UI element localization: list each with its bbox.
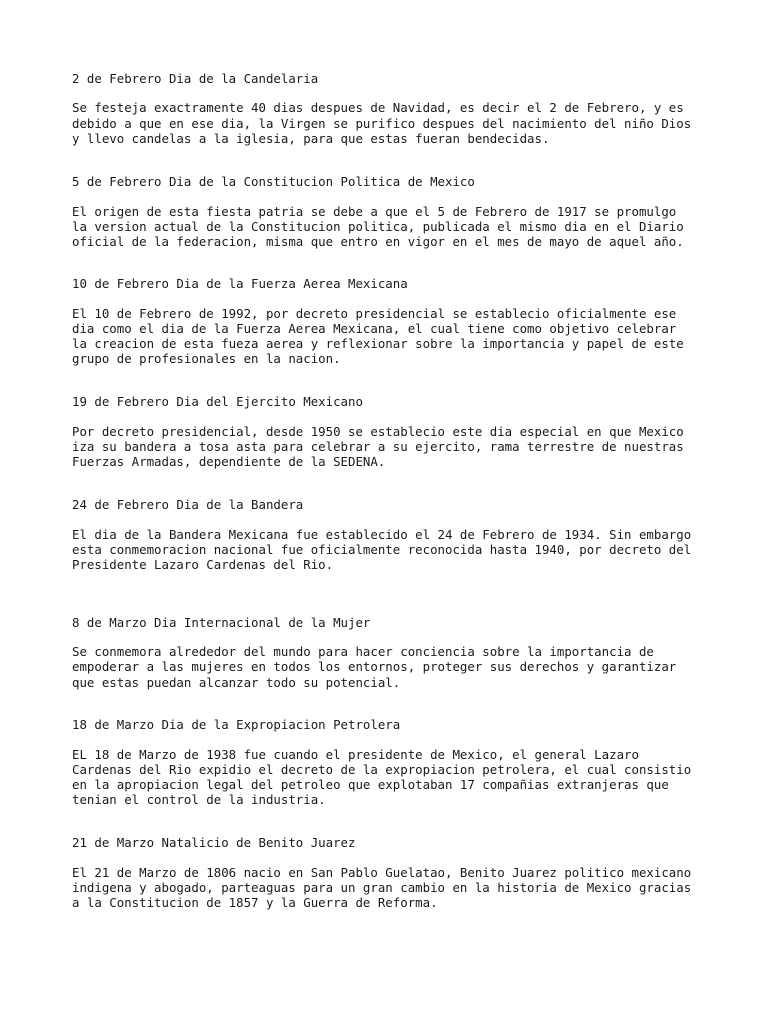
paragraph-line: tenian el control de la industria. (72, 792, 326, 807)
paragraph-line: dia como el dia de la Fuerza Aerea Mexicana, el cual tiene como objetivo celebrar (72, 321, 677, 336)
paragraph-line: a la Constitucion de 1857 y la Guerra de Reforma. (72, 895, 438, 910)
paragraph-line: Se festeja exactramente 40 dias despues de Navidad, es decir el 2 de Febrero, y es (72, 100, 684, 115)
paragraph-line: EL 18 de Marzo de 1938 fue cuando el presidente de Mexico, el general Lazaro (72, 747, 639, 762)
paragraph-line: El 21 de Marzo de 1806 nacio en San Pablo Guelatao, Benito Juarez politico mexicano (72, 865, 692, 880)
section-heading: 10 de Febrero Dia de la Fuerza Aerea Mexicana (72, 276, 408, 291)
paragraph-line: la creacion de esta fueza aerea y reflexionar sobre la importancia y papel de este (72, 336, 684, 351)
section-heading: 18 de Marzo Dia de la Expropiacion Petrolera (72, 717, 401, 732)
paragraph-line: Cardenas del Rio expidio el decreto de la expropiacion petrolera, el cual consistio (72, 762, 692, 777)
section-heading: 19 de Febrero Dia del Ejercito Mexicano (72, 394, 363, 409)
section-heading: 8 de Marzo Dia Internacional de la Mujer (72, 615, 371, 630)
paragraph-line: empoderar a las mujeres en todos los entornos, proteger sus derechos y garantizar (72, 659, 677, 674)
paragraph-line: El dia de la Bandera Mexicana fue establecido el 24 de Febrero de 1934. Sin embargo (72, 527, 692, 542)
paragraph-line: oficial de la federacion, misma que entro en vigor en el mes de mayo de aquel año. (72, 234, 684, 249)
paragraph-line: El origen de esta fiesta patria se debe a que el 5 de Febrero de 1917 se promulgo (72, 204, 677, 219)
paragraph-line: grupo de profesionales en la nacion. (72, 351, 341, 366)
paragraph-line: en la apropiacion legal del petroleo que explotaban 17 compañias extranjeras que (72, 777, 669, 792)
paragraph-line: debido a que en ese dia, la Virgen se purifico despues del nacimiento del niño Dios (72, 116, 692, 131)
paragraph-line: iza su bandera a tosa asta para celebrar a su ejercito, rama terrestre de nuestras (72, 439, 684, 454)
paragraph-line: Presidente Lazaro Cardenas del Rio. (72, 557, 334, 572)
paragraph-line: y llevo candelas a la iglesia, para que estas fueran bendecidas. (72, 131, 550, 146)
section-heading: 2 de Febrero Dia de la Candelaria (72, 71, 319, 86)
paragraph-line: la version actual de la Constitucion politica, publicada el mismo dia en el Diario (72, 219, 684, 234)
paragraph-line: Se conmemora alrededor del mundo para hacer conciencia sobre la importancia de (72, 644, 654, 659)
paragraph-line: Por decreto presidencial, desde 1950 se establecio este dia especial en que Mexico (72, 424, 684, 439)
paragraph-line: Fuerzas Armadas, dependiente de la SEDENA. (72, 454, 386, 469)
paragraph-line: que estas puedan alcanzar todo su potencial. (72, 675, 401, 690)
section-heading: 5 de Febrero Dia de la Constitucion Politica de Mexico (72, 174, 475, 189)
paragraph-line: esta conmemoracion nacional fue oficialmente reconocida hasta 1940, por decreto del (72, 542, 692, 557)
section-heading: 21 de Marzo Natalicio de Benito Juarez (72, 835, 356, 850)
paragraph-line: El 10 de Febrero de 1992, por decreto presidencial se establecio oficialmente ese (72, 306, 677, 321)
paragraph-line: indigena y abogado, parteaguas para un gran cambio en la historia de Mexico gracias (72, 880, 692, 895)
section-heading: 24 de Febrero Dia de la Bandera (72, 497, 304, 512)
